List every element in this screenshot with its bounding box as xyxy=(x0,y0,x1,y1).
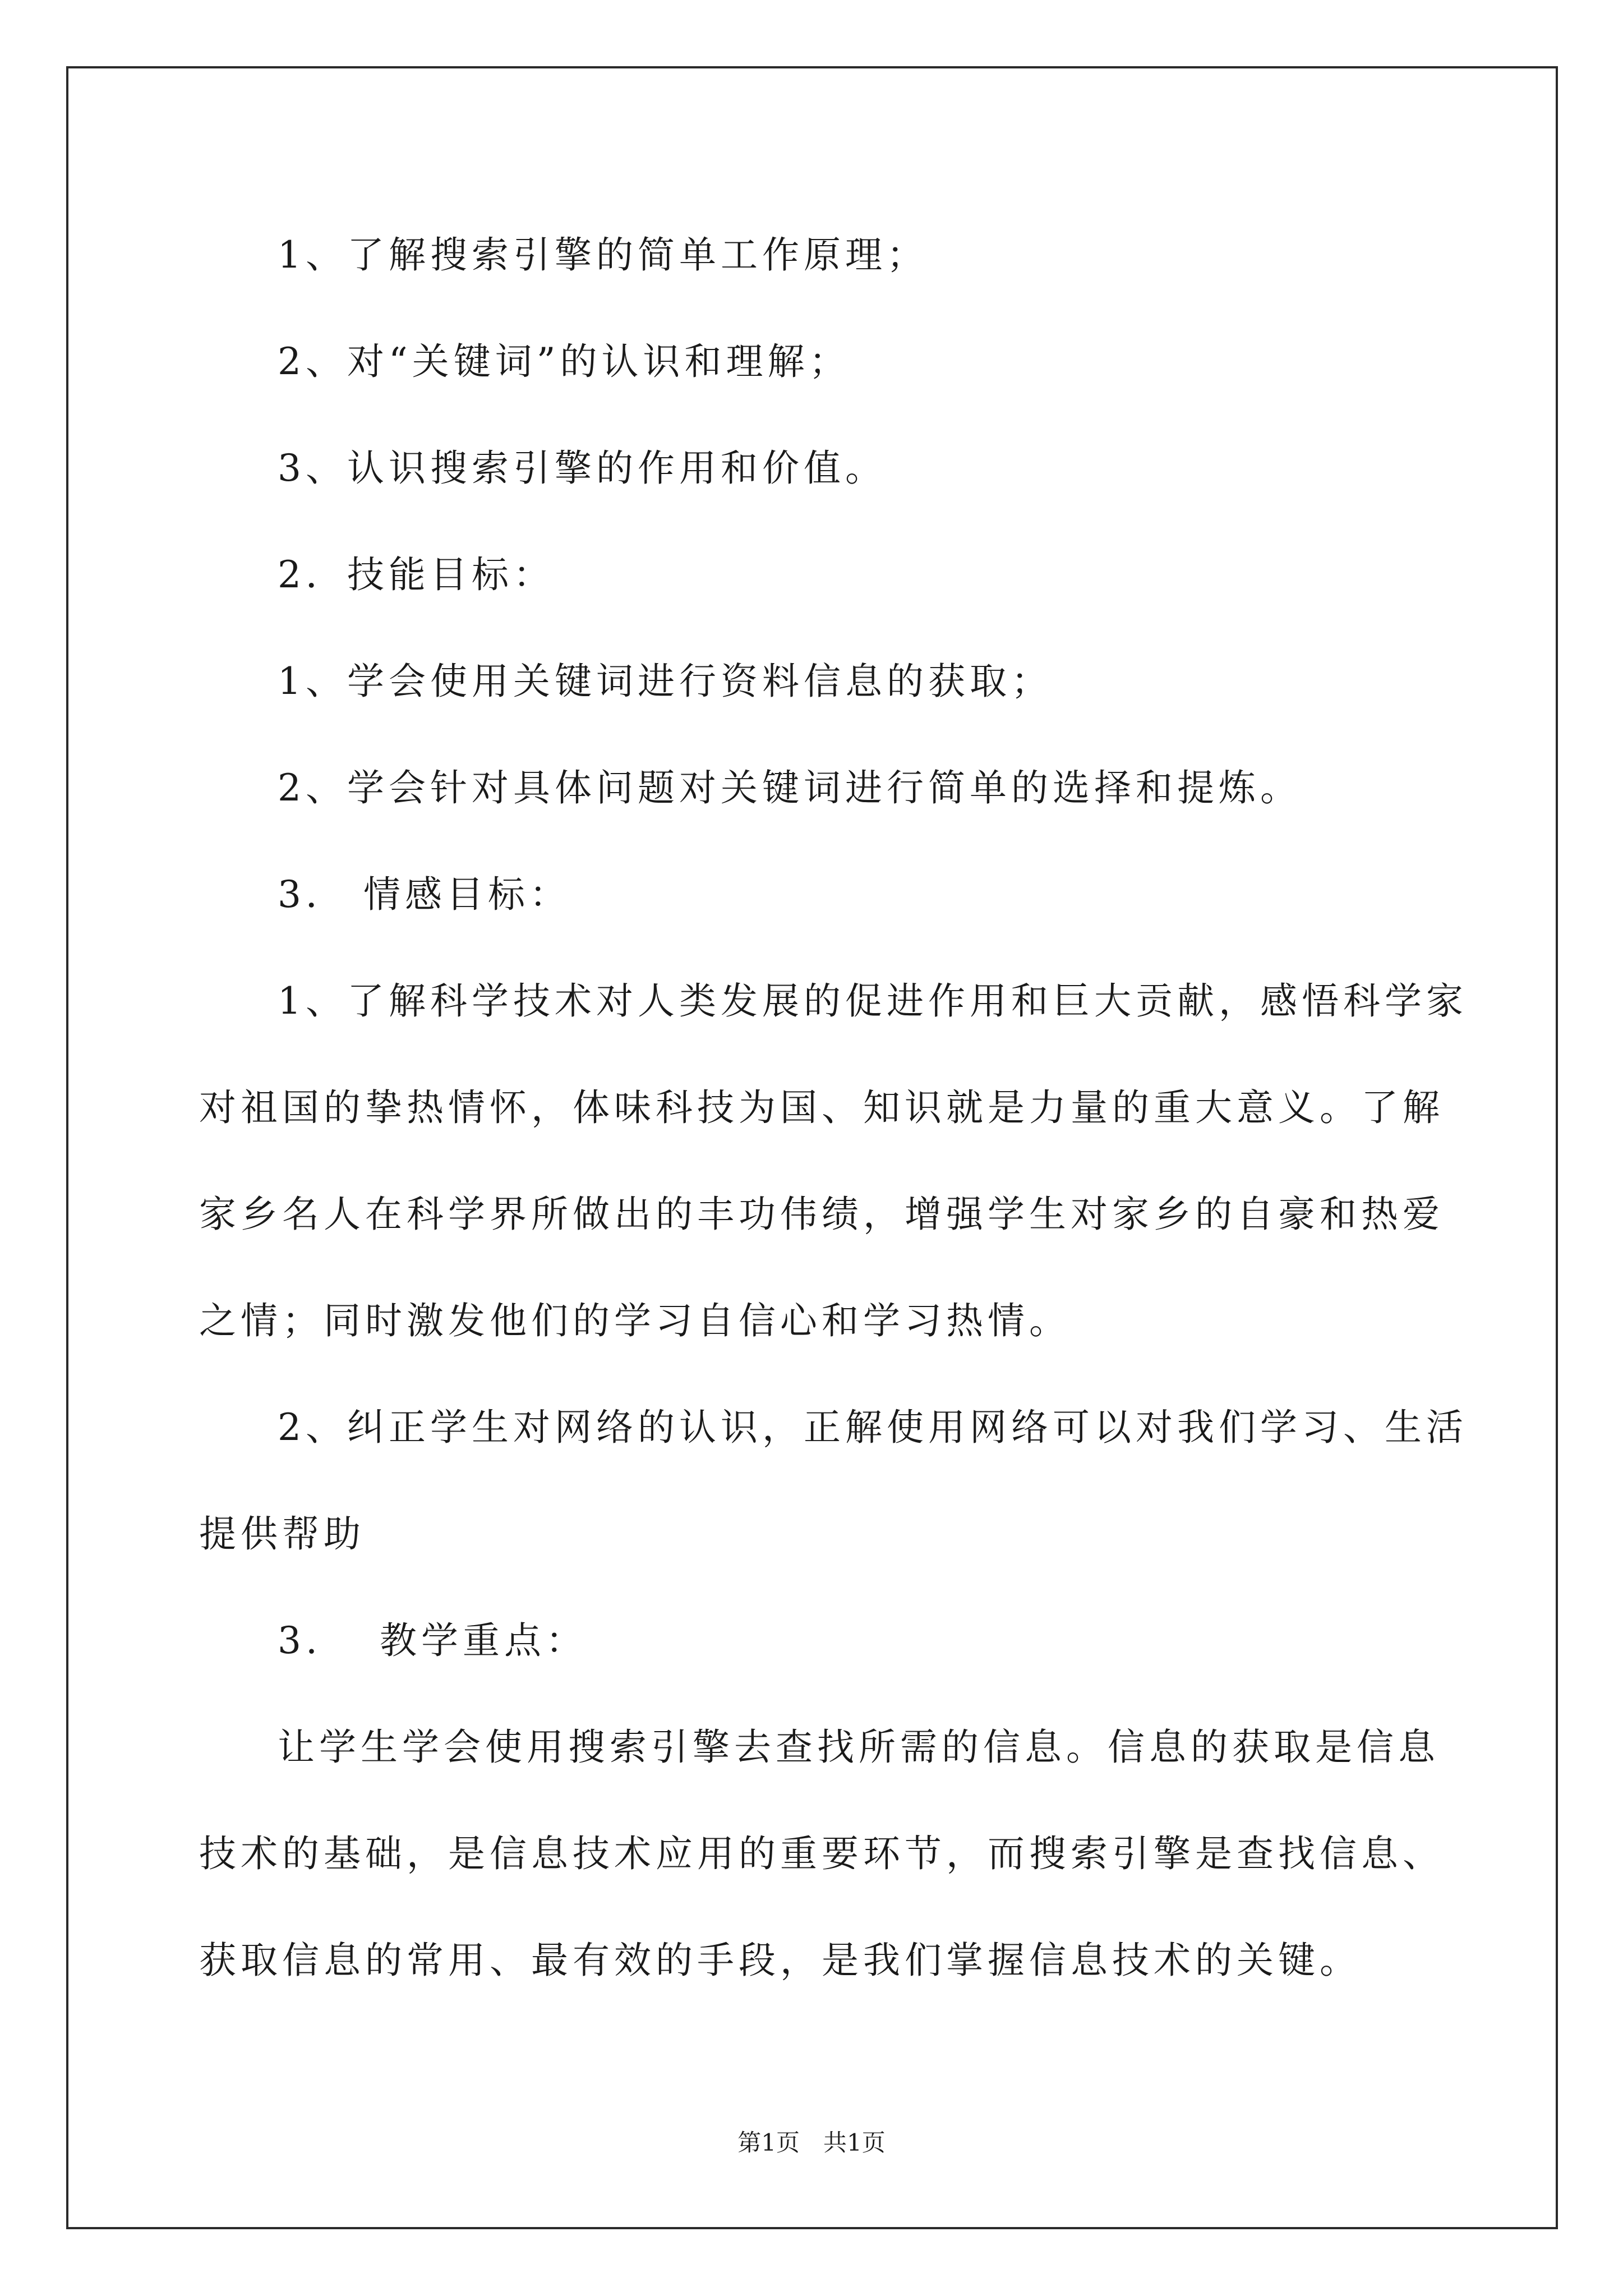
text-line: 3． 情感目标： xyxy=(278,873,571,916)
text-line: 2、对“关键词”的认识和理解； xyxy=(278,340,851,383)
text-line: 2、学会针对具体问题对关键词进行简单的选择和提炼。 xyxy=(278,766,1302,809)
text-line: 3. 教学重点： xyxy=(278,1619,587,1662)
text-line: 家乡名人在科学界所做出的丰功伟绩，增强学生对家乡的自豪和热爱 xyxy=(199,1193,1444,1236)
page-border xyxy=(66,66,1558,2229)
text-line: 1、了解搜索引擎的简单工作原理； xyxy=(278,233,928,277)
text-line: 之情；同时激发他们的学习自信心和学习热情。 xyxy=(199,1299,1071,1342)
page-footer: 第1页 共1页 xyxy=(737,2129,886,2156)
text-line: 2、纠正学生对网络的认识，正解使用网络可以对我们学习、生活 xyxy=(278,1406,1468,1449)
text-line: 对祖国的挚热情怀，体味科技为国、知识就是力量的重大意义。了解 xyxy=(199,1086,1444,1129)
text-line: 让学生学会使用搜索引擎去查找所需的信息。信息的获取是信息 xyxy=(278,1726,1440,1769)
text-line: 2．技能目标： xyxy=(278,553,555,596)
text-line: 提供帮助 xyxy=(199,1512,365,1556)
text-line: 1、了解科学技术对人类发展的促进作用和巨大贡献，感悟科学家 xyxy=(278,979,1468,1023)
text-line: 获取信息的常用、最有效的手段，是我们掌握信息技术的关键。 xyxy=(199,1939,1361,1982)
text-line: 3、认识搜索引擎的作用和价值。 xyxy=(278,447,887,490)
text-line: 1、学会使用关键词进行资料信息的获取； xyxy=(278,660,1053,703)
text-line: 技术的基础，是信息技术应用的重要环节，而搜索引擎是查找信息、 xyxy=(199,1832,1444,1875)
